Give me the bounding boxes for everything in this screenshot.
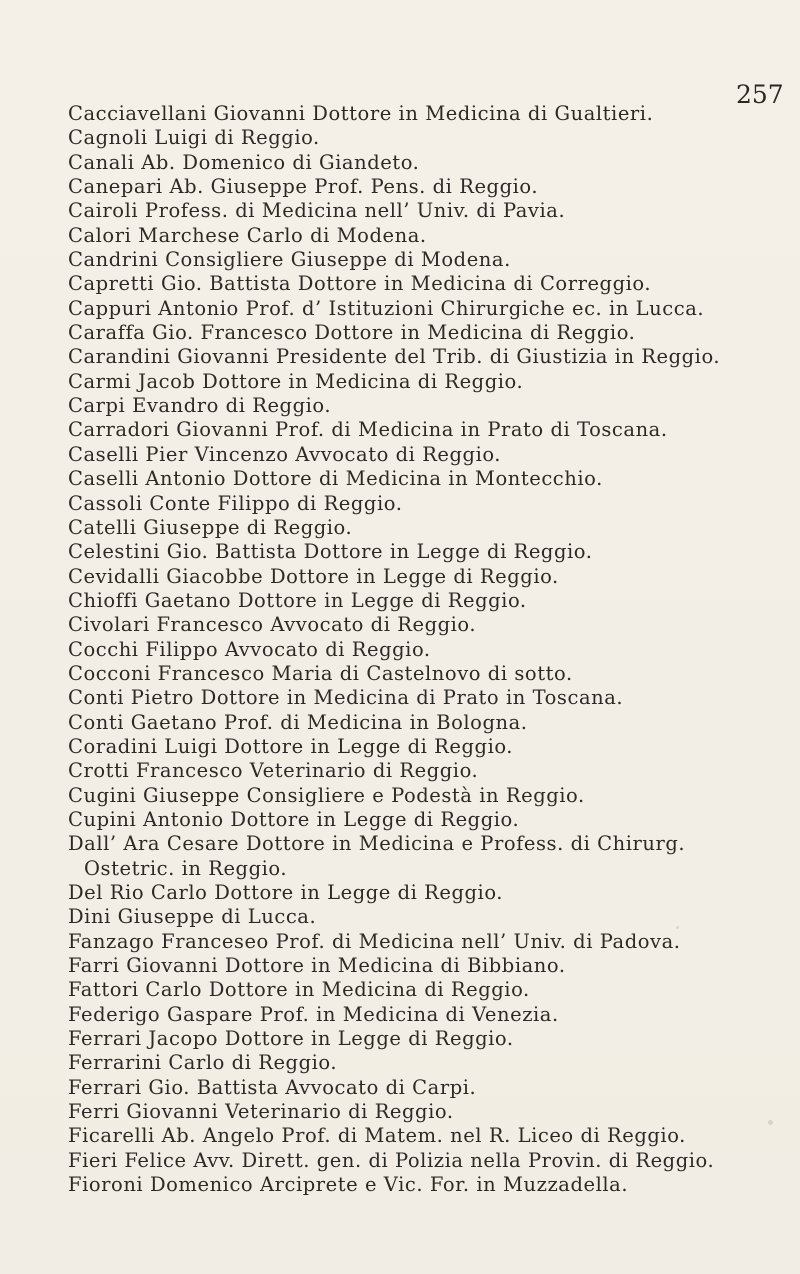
list-entry: Celestini Gio. Battista Dottore in Legge di Reggio. <box>68 540 593 564</box>
list-entry: Ferrarini Carlo di Reggio. <box>68 1051 338 1075</box>
list-entry: Canali Ab. Domenico di Giandeto. <box>68 150 420 174</box>
page-number: 257 <box>736 80 784 109</box>
list-entry: Carradori Giovanni Prof. di Medicina in Prato di Toscana. <box>68 418 668 442</box>
list-entry: Conti Gaetano Prof. di Medicina in Bologna. <box>68 710 528 734</box>
list-entry: Ferrari Jacopo Dottore in Legge di Reggio. <box>68 1027 514 1051</box>
list-entry: Fioroni Domenico Arciprete e Vic. For. in Muzzadella. <box>68 1173 629 1197</box>
list-entry: Cocconi Francesco Maria di Castelnovo di sotto. <box>68 661 573 685</box>
list-entry: Cocchi Filippo Avvocato di Reggio. <box>68 637 431 661</box>
list-entry: Fieri Felice Avv. Dirett. gen. di Polizia nella Provin. di Reggio. <box>68 1148 715 1172</box>
list-entry: Federigo Gaspare Prof. in Medicina di Venezia. <box>68 1002 559 1026</box>
list-entry: Dall’ Ara Cesare Dottore in Medicina e Profess. di Chirurg. <box>68 832 686 856</box>
list-entry: Candrini Consigliere Giuseppe di Modena. <box>68 248 511 272</box>
list-entry: Calori Marchese Carlo di Modena. <box>68 223 427 247</box>
list-entry: Fanzago Franceseo Prof. di Medicina nell’ Univ. di Padova. <box>68 929 681 953</box>
list-entry: Capretti Gio. Battista Dottore in Medicina di Correggio. <box>68 272 652 296</box>
paper-blemish <box>676 926 679 929</box>
paper-blemish <box>768 1120 773 1125</box>
list-entry: Cevidalli Giacobbe Dottore in Legge di Reggio. <box>68 564 559 588</box>
list-entry-continuation: Ostetric. in Reggio. <box>84 856 288 880</box>
list-entry: Chioffi Gaetano Dottore in Legge di Reggio. <box>68 588 527 612</box>
list-entry: Cassoli Conte Filippo di Reggio. <box>68 491 403 515</box>
list-entry: Catelli Giuseppe di Reggio. <box>68 515 353 539</box>
list-entry: Coradini Luigi Dottore in Legge di Reggio. <box>68 734 514 758</box>
name-list <box>0 102 800 1197</box>
list-entry: Ferrari Gio. Battista Avvocato di Carpi. <box>68 1075 477 1099</box>
list-entry: Ferri Giovanni Veterinario di Reggio. <box>68 1100 454 1124</box>
list-entry: Caraffa Gio. Francesco Dottore in Medicina di Reggio. <box>68 321 636 345</box>
list-entry: Conti Pietro Dottore in Medicina di Prato in Toscana. <box>68 686 624 710</box>
list-entry: Crotti Francesco Veterinario di Reggio. <box>68 759 479 783</box>
list-entry: Caselli Antonio Dottore di Medicina in Montecchio. <box>68 467 603 491</box>
list-entry: Ficarelli Ab. Angelo Prof. di Matem. nel R. Liceo di Reggio. <box>68 1124 686 1148</box>
list-entry: Carandini Giovanni Presidente del Trib. di Giustizia in Reggio. <box>68 345 721 369</box>
list-entry: Cacciavellani Giovanni Dottore in Medicina di Gualtieri. <box>68 102 654 125</box>
list-entry: Carpi Evandro di Reggio. <box>68 394 332 418</box>
list-entry: Del Rio Carlo Dottore in Legge di Reggio. <box>68 881 504 904</box>
list-entry: Canepari Ab. Giuseppe Prof. Pens. di Reggio. <box>68 175 539 199</box>
list-entry: Cappuri Antonio Prof. d’ Istituzioni Chirurgiche ec. in Lucca. <box>68 296 705 320</box>
list-entry: Farri Giovanni Dottore in Medicina di Bibbiano. <box>68 954 566 978</box>
list-entry: Cupini Antonio Dottore in Legge di Reggio. <box>68 807 520 831</box>
list-entry: Dini Giuseppe di Lucca. <box>68 905 317 929</box>
list-entry: Caselli Pier Vincenzo Avvocato di Reggio. <box>68 442 502 466</box>
list-entry: Cugini Giuseppe Consigliere e Podestà in Reggio. <box>68 783 585 807</box>
list-entry: Fattori Carlo Dottore in Medicina di Reggio. <box>68 978 530 1002</box>
list-entry: Carmi Jacob Dottore in Medicina di Reggio. <box>68 369 524 393</box>
list-entry: Civolari Francesco Avvocato di Reggio. <box>68 613 477 637</box>
list-entry: Cairoli Profess. di Medicina nell’ Univ. di Pavia. <box>68 199 566 223</box>
list-entry: Cagnoli Luigi di Reggio. <box>68 126 320 150</box>
